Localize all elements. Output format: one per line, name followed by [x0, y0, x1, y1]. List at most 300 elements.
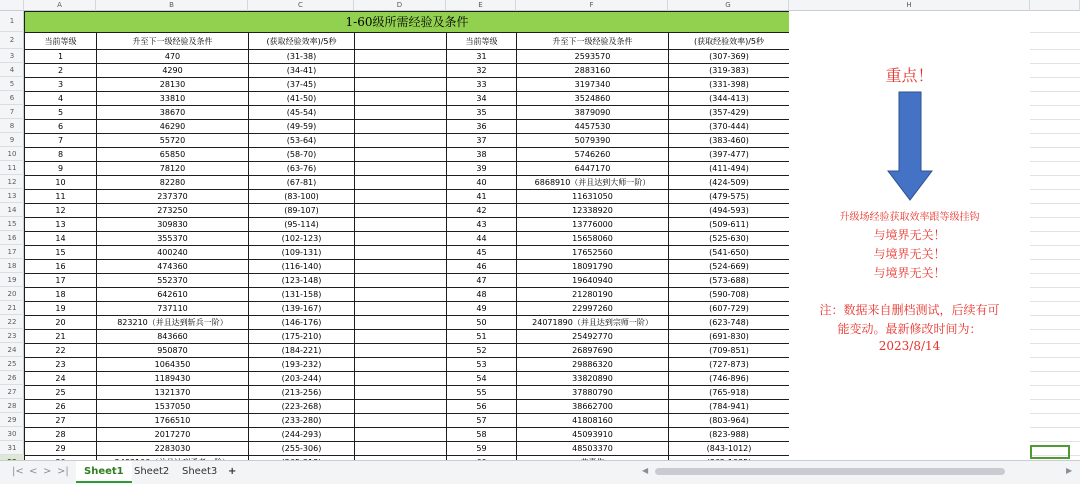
table-cell[interactable]: 41	[447, 190, 517, 204]
gridline	[1030, 119, 1080, 120]
table-cell[interactable]	[355, 358, 447, 372]
table-cell[interactable]: 45	[447, 246, 517, 260]
table-cell[interactable]: 21	[25, 330, 97, 344]
row-header[interactable]: 17	[0, 245, 24, 259]
header-cell[interactable]: 当前等级	[25, 33, 97, 50]
notes-realm-line-3: 与境界无关！	[873, 266, 946, 280]
table-cell[interactable]: (146-176)	[249, 316, 355, 330]
table-cell[interactable]: (223-268)	[249, 400, 355, 414]
last-sheet-button[interactable]: >|	[57, 466, 69, 477]
table-cell[interactable]: 12	[25, 204, 97, 218]
table-cell[interactable]: (131-158)	[249, 288, 355, 302]
table-cell[interactable]: (590-708)	[669, 288, 790, 302]
table-cell[interactable]: (784-941)	[669, 400, 790, 414]
table-cell[interactable]: 49	[447, 302, 517, 316]
table-cell[interactable]: 2593570	[517, 50, 669, 64]
table-cell[interactable]: (709-851)	[669, 344, 790, 358]
table-cell[interactable]: (67-81)	[249, 176, 355, 190]
table-cell[interactable]	[355, 316, 447, 330]
gridline	[1030, 287, 1080, 288]
table-cell[interactable]: 474360	[97, 260, 249, 274]
table-cell[interactable]: (193-232)	[249, 358, 355, 372]
table-cell[interactable]: 36	[447, 120, 517, 134]
table-cell[interactable]: (524-669)	[669, 260, 790, 274]
table-cell[interactable]: 14	[25, 232, 97, 246]
table-row	[25, 176, 790, 190]
row-header[interactable]: 30	[0, 427, 24, 441]
table-cell[interactable]: 5746260	[517, 148, 669, 162]
row-header[interactable]: 7	[0, 105, 24, 119]
table-cell[interactable]: 5	[25, 106, 97, 120]
table-cell[interactable]: (525-630)	[669, 232, 790, 246]
table-cell[interactable]: 2883160	[517, 64, 669, 78]
table-cell[interactable]: 15	[25, 246, 97, 260]
notes-realm-line-1: 与境界无关！	[873, 228, 946, 242]
table-cell[interactable]: (370-444)	[669, 120, 790, 134]
table-cell[interactable]: (109-131)	[249, 246, 355, 260]
table-row	[25, 428, 790, 442]
gridline	[1030, 259, 1080, 260]
tab-sheet2[interactable]: Sheet2	[134, 466, 170, 477]
table-cell[interactable]: 42	[447, 204, 517, 218]
table-row	[25, 106, 790, 120]
column-header-a[interactable]: A	[24, 0, 96, 11]
table-cell[interactable]: 12338920	[517, 204, 669, 218]
table-cell[interactable]	[355, 232, 447, 246]
table-cell[interactable]	[355, 176, 447, 190]
table-cell[interactable]: 8	[25, 148, 97, 162]
notes-realm-line-2: 与境界无关！	[873, 247, 946, 261]
table-cell[interactable]: 40	[447, 176, 517, 190]
table-cell[interactable]: 13776000	[517, 218, 669, 232]
table-row	[25, 246, 790, 260]
table-cell[interactable]: 18091790	[517, 260, 669, 274]
row-header[interactable]: 19	[0, 273, 24, 287]
table-cell[interactable]: 13	[25, 218, 97, 232]
table-cell[interactable]: 1537050	[97, 400, 249, 414]
table-cell[interactable]	[355, 330, 447, 344]
table-cell[interactable]: (607-729)	[669, 302, 790, 316]
table-cell[interactable]: (357-429)	[669, 106, 790, 120]
table-cell[interactable]	[355, 386, 447, 400]
table-cell[interactable]: 24	[25, 372, 97, 386]
gridline	[1030, 329, 1080, 330]
table-cell[interactable]: 737110	[97, 302, 249, 316]
table-cell[interactable]: 32	[447, 64, 517, 78]
table-cell[interactable]: (53-64)	[249, 134, 355, 148]
table-cell[interactable]	[355, 344, 447, 358]
table-cell[interactable]: (541-650)	[669, 246, 790, 260]
table-cell[interactable]: (331-398)	[669, 78, 790, 92]
table-cell[interactable]: 22997260	[517, 302, 669, 316]
table-cell[interactable]: 25	[25, 386, 97, 400]
table-row	[25, 190, 790, 204]
column-header-h[interactable]: H	[789, 0, 1030, 11]
table-cell[interactable]: 23	[25, 358, 97, 372]
table-cell[interactable]: (623-748)	[669, 316, 790, 330]
table-cell[interactable]: 3879090	[517, 106, 669, 120]
column-header-g[interactable]: G	[668, 0, 789, 11]
row-header[interactable]: 29	[0, 413, 24, 427]
table-cell[interactable]: 9	[25, 162, 97, 176]
row-header[interactable]: 28	[0, 399, 24, 413]
table-cell[interactable]: 17652560	[517, 246, 669, 260]
table-cell[interactable]: 642610	[97, 288, 249, 302]
table-cell[interactable]	[355, 78, 447, 92]
table-cell[interactable]: 33820890	[517, 372, 669, 386]
table-cell[interactable]: (411-494)	[669, 162, 790, 176]
table-cell[interactable]: (803-964)	[669, 414, 790, 428]
table-cell[interactable]: (63-76)	[249, 162, 355, 176]
table-cell[interactable]: 59	[447, 442, 517, 456]
table-cell[interactable]: 1064350	[97, 358, 249, 372]
table-cell[interactable]: (45-54)	[249, 106, 355, 120]
gridline	[1030, 147, 1080, 148]
table-cell[interactable]: 19	[25, 302, 97, 316]
row-header[interactable]: 3	[0, 49, 24, 63]
row-header[interactable]: 27	[0, 385, 24, 399]
table-cell[interactable]: 3524860	[517, 92, 669, 106]
table-cell[interactable]: (49-59)	[249, 120, 355, 134]
table-cell[interactable]: 29886320	[517, 358, 669, 372]
table-row	[25, 134, 790, 148]
table-cell[interactable]: 10	[25, 176, 97, 190]
header-cell[interactable]: 升至下一级经验及条件	[517, 33, 669, 50]
table-cell[interactable]: 7	[25, 134, 97, 148]
table-cell[interactable]: (203-244)	[249, 372, 355, 386]
row-header[interactable]: 22	[0, 315, 24, 329]
table-cell[interactable]: 28130	[97, 78, 249, 92]
column-header-f[interactable]: F	[516, 0, 668, 11]
column-header-i[interactable]	[1030, 0, 1080, 11]
table-cell[interactable]	[355, 120, 447, 134]
table-cell[interactable]: (383-460)	[669, 134, 790, 148]
table-cell[interactable]: 38670	[97, 106, 249, 120]
table-cell[interactable]: 470	[97, 50, 249, 64]
header-cell[interactable]	[355, 33, 447, 50]
table-cell[interactable]: 53	[447, 358, 517, 372]
row-header[interactable]: 8	[0, 119, 24, 133]
table-cell[interactable]: (41-50)	[249, 92, 355, 106]
table-cell[interactable]: (843-1012)	[669, 442, 790, 456]
table-cell[interactable]: 41808160	[517, 414, 669, 428]
sheet-title-cell[interactable]: 1-60级所需经验及条件	[25, 12, 790, 33]
table-cell[interactable]: (424-509)	[669, 176, 790, 190]
row-header[interactable]: 15	[0, 217, 24, 231]
table-cell[interactable]: 16	[25, 260, 97, 274]
table-cell[interactable]: 29	[25, 442, 97, 456]
table-row	[25, 232, 790, 246]
table-cell[interactable]	[355, 442, 447, 456]
scroll-left-icon[interactable]: ◀	[642, 466, 649, 475]
table-cell[interactable]: 21280190	[517, 288, 669, 302]
table-cell[interactable]: (319-383)	[669, 64, 790, 78]
row-header[interactable]: 25	[0, 357, 24, 371]
gridline	[1030, 301, 1080, 302]
table-cell[interactable]: (765-918)	[669, 386, 790, 400]
row-header[interactable]: 1	[0, 11, 24, 32]
table-cell[interactable]: 54	[447, 372, 517, 386]
table-cell[interactable]: 51	[447, 330, 517, 344]
table-cell[interactable]: 47	[447, 274, 517, 288]
table-row	[25, 442, 790, 456]
table-cell[interactable]: 58	[447, 428, 517, 442]
table-cell[interactable]: 6447170	[517, 162, 669, 176]
table-cell[interactable]	[355, 190, 447, 204]
table-cell[interactable]: 55	[447, 386, 517, 400]
row-header[interactable]: 4	[0, 63, 24, 77]
table-cell[interactable]: 78120	[97, 162, 249, 176]
table-cell[interactable]: 6868910（并且达到大师一阶）	[517, 176, 669, 190]
gridline	[1030, 371, 1080, 372]
table-cell[interactable]: (184-221)	[249, 344, 355, 358]
table-cell[interactable]	[355, 288, 447, 302]
gridline	[1030, 189, 1080, 190]
table-cell[interactable]: 355370	[97, 232, 249, 246]
table-cell[interactable]	[355, 64, 447, 78]
row-header[interactable]: 26	[0, 371, 24, 385]
table-cell[interactable]: (509-611)	[669, 218, 790, 232]
tab-sheet3[interactable]: Sheet3	[182, 466, 218, 477]
first-sheet-button[interactable]: |<	[12, 466, 24, 477]
column-header-c[interactable]: C	[248, 0, 354, 11]
table-row	[25, 92, 790, 106]
table-cell[interactable]: 57	[447, 414, 517, 428]
table-cell[interactable]: (58-70)	[249, 148, 355, 162]
table-cell[interactable]	[355, 50, 447, 64]
table-cell[interactable]: 552370	[97, 274, 249, 288]
table-row	[25, 288, 790, 302]
header-cell[interactable]: (获取经验效率)/5秒	[669, 33, 790, 50]
table-cell[interactable]: 65850	[97, 148, 249, 162]
table-cell[interactable]	[355, 428, 447, 442]
column-header-d[interactable]: D	[354, 0, 446, 11]
table-cell[interactable]	[355, 148, 447, 162]
table-cell[interactable]	[355, 414, 447, 428]
table-cell[interactable]: (37-45)	[249, 78, 355, 92]
table-cell[interactable]: 273250	[97, 204, 249, 218]
table-cell[interactable]: 38	[447, 148, 517, 162]
notes-disclaimer-line-1: 注：数据来自删档测试，后续有可	[819, 303, 1000, 317]
table-cell[interactable]: 4	[25, 92, 97, 106]
table-cell[interactable]: 1766510	[97, 414, 249, 428]
table-cell[interactable]: 2	[25, 64, 97, 78]
table-cell[interactable]: 33	[447, 78, 517, 92]
table-cell[interactable]: 309830	[97, 218, 249, 232]
table-cell[interactable]: 11631050	[517, 190, 669, 204]
table-cell[interactable]: 400240	[97, 246, 249, 260]
table-cell[interactable]: 35	[447, 106, 517, 120]
table-cell[interactable]: (255-306)	[249, 442, 355, 456]
row-header-bar	[0, 11, 24, 460]
table-cell[interactable]: 20	[25, 316, 97, 330]
tab-sheet1[interactable]: Sheet1	[76, 461, 132, 483]
table-cell[interactable]: 17	[25, 274, 97, 288]
row-header[interactable]: 20	[0, 287, 24, 301]
table-cell[interactable]	[355, 204, 447, 218]
table-cell[interactable]	[355, 106, 447, 120]
table-row	[25, 148, 790, 162]
table-cell[interactable]: 37880790	[517, 386, 669, 400]
row-header[interactable]: 18	[0, 259, 24, 273]
row-header[interactable]: 13	[0, 189, 24, 203]
table-cell[interactable]: 1189430	[97, 372, 249, 386]
table-cell[interactable]: 39	[447, 162, 517, 176]
table-cell[interactable]: 43	[447, 218, 517, 232]
table-cell[interactable]: (823-988)	[669, 428, 790, 442]
table-cell[interactable]	[355, 400, 447, 414]
table-cell[interactable]: (83-100)	[249, 190, 355, 204]
next-sheet-button[interactable]: >	[43, 466, 52, 477]
table-row	[25, 50, 790, 64]
row-header[interactable]: 2	[0, 32, 24, 49]
table-cell[interactable]: 28	[25, 428, 97, 442]
row-header[interactable]: 9	[0, 133, 24, 147]
table-cell[interactable]: (95-114)	[249, 218, 355, 232]
prev-sheet-button[interactable]: <	[29, 466, 38, 477]
table-cell[interactable]: 33810	[97, 92, 249, 106]
table-cell[interactable]: 237370	[97, 190, 249, 204]
header-cell[interactable]: 升至下一级经验及条件	[97, 33, 249, 50]
table-cell[interactable]: 843660	[97, 330, 249, 344]
table-cell[interactable]: 1	[25, 50, 97, 64]
table-cell[interactable]	[355, 274, 447, 288]
row-header[interactable]: 10	[0, 147, 24, 161]
table-cell[interactable]: 31	[447, 50, 517, 64]
table-cell[interactable]: 56	[447, 400, 517, 414]
table-cell[interactable]: 4290	[97, 64, 249, 78]
row-header[interactable]: 5	[0, 77, 24, 91]
table-cell[interactable]: (479-575)	[669, 190, 790, 204]
scroll-right-icon[interactable]: ▶	[1066, 466, 1073, 475]
table-cell[interactable]: (397-477)	[669, 148, 790, 162]
table-row	[25, 400, 790, 414]
table-cell[interactable]: 25492770	[517, 330, 669, 344]
gridline	[1030, 245, 1080, 246]
header-cell[interactable]: (获取经验效率)/5秒	[249, 33, 355, 50]
gridline	[1030, 77, 1080, 78]
column-header-e[interactable]: E	[446, 0, 516, 11]
table-cell[interactable]: 26	[25, 400, 97, 414]
table-cell[interactable]: 27	[25, 414, 97, 428]
table-cell[interactable]: (233-280)	[249, 414, 355, 428]
table-cell[interactable]: 5079390	[517, 134, 669, 148]
notes-efficiency-line: 升级场经验获取效率跟等级挂钩	[839, 212, 980, 223]
table-cell[interactable]: 823210（并且达到斩兵一阶）	[97, 316, 249, 330]
row-header[interactable]: 21	[0, 301, 24, 315]
table-cell[interactable]: 37	[447, 134, 517, 148]
table-cell[interactable]: 26897690	[517, 344, 669, 358]
table-cell[interactable]: 55720	[97, 134, 249, 148]
table-cell[interactable]: 1321370	[97, 386, 249, 400]
table-cell[interactable]: 950870	[97, 344, 249, 358]
table-cell[interactable]: 82280	[97, 176, 249, 190]
table-cell[interactable]: (691-830)	[669, 330, 790, 344]
header-cell[interactable]: 当前等级	[447, 33, 517, 50]
table-cell[interactable]	[355, 92, 447, 106]
row-header[interactable]: 11	[0, 161, 24, 175]
table-cell[interactable]	[355, 246, 447, 260]
table-cell[interactable]: 46	[447, 260, 517, 274]
table-cell[interactable]: 52	[447, 344, 517, 358]
table-cell[interactable]: (123-148)	[249, 274, 355, 288]
table-cell[interactable]: (116-140)	[249, 260, 355, 274]
table-cell[interactable]: (34-41)	[249, 64, 355, 78]
column-header-b[interactable]: B	[96, 0, 248, 11]
table-cell[interactable]: (494-593)	[669, 204, 790, 218]
table-cell[interactable]: 34	[447, 92, 517, 106]
table-cell[interactable]: 3	[25, 78, 97, 92]
gridline	[1030, 217, 1080, 218]
gridline	[1030, 357, 1080, 358]
table-cell[interactable]: (244-293)	[249, 428, 355, 442]
row-header[interactable]: 24	[0, 343, 24, 357]
table-cell[interactable]: 18	[25, 288, 97, 302]
table-cell[interactable]: 45093910	[517, 428, 669, 442]
table-cell[interactable]: 22	[25, 344, 97, 358]
table-row	[25, 316, 790, 330]
table-cell[interactable]	[355, 260, 447, 274]
table-cell[interactable]: (102-123)	[249, 232, 355, 246]
table-row	[25, 386, 790, 400]
table-cell[interactable]: 6	[25, 120, 97, 134]
table-cell[interactable]: (213-256)	[249, 386, 355, 400]
table-cell[interactable]: 3197340	[517, 78, 669, 92]
table-cell[interactable]: 46290	[97, 120, 249, 134]
notes-disclaimer-line-2: 能变动。最新修改时间为：	[837, 322, 982, 336]
row-header[interactable]: 6	[0, 91, 24, 105]
horizontal-scrollbar[interactable]	[655, 468, 1005, 475]
table-cell[interactable]: (573-688)	[669, 274, 790, 288]
table-cell[interactable]: 4457530	[517, 120, 669, 134]
table-cell[interactable]: 50	[447, 316, 517, 330]
table-cell[interactable]: (139-167)	[249, 302, 355, 316]
table-cell[interactable]: (344-413)	[669, 92, 790, 106]
empty-column-area[interactable]	[1030, 11, 1080, 460]
table-cell[interactable]	[355, 162, 447, 176]
table-cell[interactable]: 2283030	[97, 442, 249, 456]
table-cell[interactable]	[355, 134, 447, 148]
table-cell[interactable]	[355, 372, 447, 386]
select-all-corner[interactable]	[0, 0, 24, 11]
table-cell[interactable]: 15658060	[517, 232, 669, 246]
table-cell[interactable]: (307-369)	[669, 50, 790, 64]
table-cell[interactable]: 19640940	[517, 274, 669, 288]
table-cell[interactable]: 48503370	[517, 442, 669, 456]
table-cell[interactable]	[355, 218, 447, 232]
table-cell[interactable]: 11	[25, 190, 97, 204]
table-cell[interactable]: (746-896)	[669, 372, 790, 386]
table-cell[interactable]: 24071890（并且达到宗师一阶）	[517, 316, 669, 330]
row-header[interactable]: 31	[0, 441, 24, 455]
table-cell[interactable]: 38662700	[517, 400, 669, 414]
table-cell[interactable]: (31-38)	[249, 50, 355, 64]
table-cell[interactable]: (175-210)	[249, 330, 355, 344]
selected-cell-indicator[interactable]	[1030, 445, 1070, 459]
gridline	[1030, 161, 1080, 162]
table-cell[interactable]: 44	[447, 232, 517, 246]
row-header[interactable]: 23	[0, 329, 24, 343]
table-cell[interactable]: 2017270	[97, 428, 249, 442]
table-cell[interactable]: (727-873)	[669, 358, 790, 372]
row-header[interactable]: 14	[0, 203, 24, 217]
row-header[interactable]: 12	[0, 175, 24, 189]
table-cell[interactable]: (89-107)	[249, 204, 355, 218]
table-cell[interactable]	[355, 302, 447, 316]
add-sheet-button[interactable]: +	[228, 466, 237, 477]
table-cell[interactable]: 48	[447, 288, 517, 302]
row-header[interactable]: 16	[0, 231, 24, 245]
